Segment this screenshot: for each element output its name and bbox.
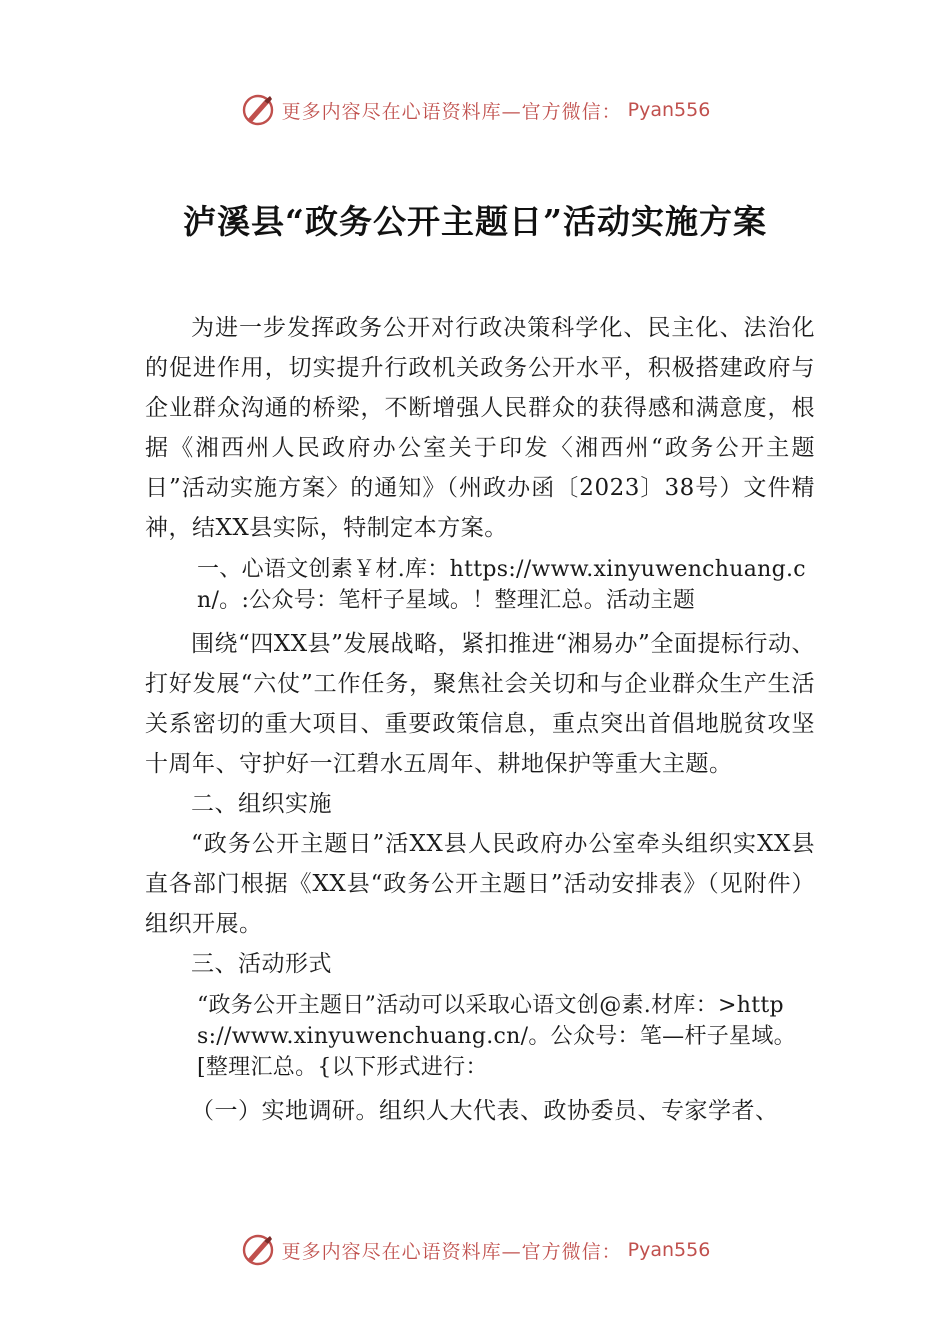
item1-paragraph: （一）实地调研。组织人大代表、政协委员、专家学者、 bbox=[191, 1098, 779, 1124]
section2-heading: 二、组织实施 bbox=[191, 791, 332, 817]
document-body bbox=[145, 308, 815, 1131]
document-title: 泸溪县“政务公开主题日”活动实施方案 bbox=[183, 202, 767, 241]
banner-text: 更多内容尽在心语资料库—官方微信： bbox=[281, 1240, 622, 1263]
banner-text: 更多内容尽在心语资料库—官方微信： bbox=[281, 100, 622, 123]
section1-heading: 一、心语文创素￥材.库：https://www.xinyuwenchuang.cn/。:公众号：笔杆子星域。！整理汇总。活动主题 bbox=[197, 557, 806, 613]
pen-logo-icon bbox=[240, 1232, 276, 1268]
intro-paragraph: 为进一步发挥政务公开对行政决策科学化、民主化、法治化的促进作用，切实提升行政机关政务公开水平，积极搭建政府与企业群众沟通的桥梁，不断增强人民群众的获得感和满意度，根据《湘西州人民政府办公室关于印发〈湘西州“政务公开主题日”活动实施方案〉的通知》（州政办函〔2023〕38号）文件精神，结XX县实际，特制定本方案。 bbox=[145, 315, 815, 541]
banner-wechat-id: Pyan556 bbox=[627, 1239, 711, 1261]
header-banner bbox=[0, 92, 950, 128]
section3-heading: 三、活动形式 bbox=[191, 951, 332, 977]
section3-paragraph: “政务公开主题日”活动可以采取心语文创@素.材库：>https://www.xinyuwenchuang.cn/。公众号：笔—杆子星域。[整理汇总。{以下形式进行： bbox=[197, 993, 796, 1080]
section1-paragraph: 围绕“四XX县”发展战略，紧扣推进“湘易办”全面提标行动、打好发展“六仗”工作任务，聚焦社会关切和与企业群众生产生活关系密切的重大项目、重要政策信息，重点突出首倡地脱贫攻坚十周年、守护好一江碧水五周年、耕地保护等重大主题。 bbox=[145, 631, 815, 777]
footer-banner bbox=[0, 1232, 950, 1268]
banner-wechat-id: Pyan556 bbox=[627, 99, 711, 121]
section2-paragraph: “政务公开主题日”活XX县人民政府办公室牵头组织实XX县直各部门根据《XX县“政务公开主题日”活动安排表》（见附件）组织开展。 bbox=[145, 831, 815, 937]
pen-logo-icon bbox=[240, 92, 276, 128]
